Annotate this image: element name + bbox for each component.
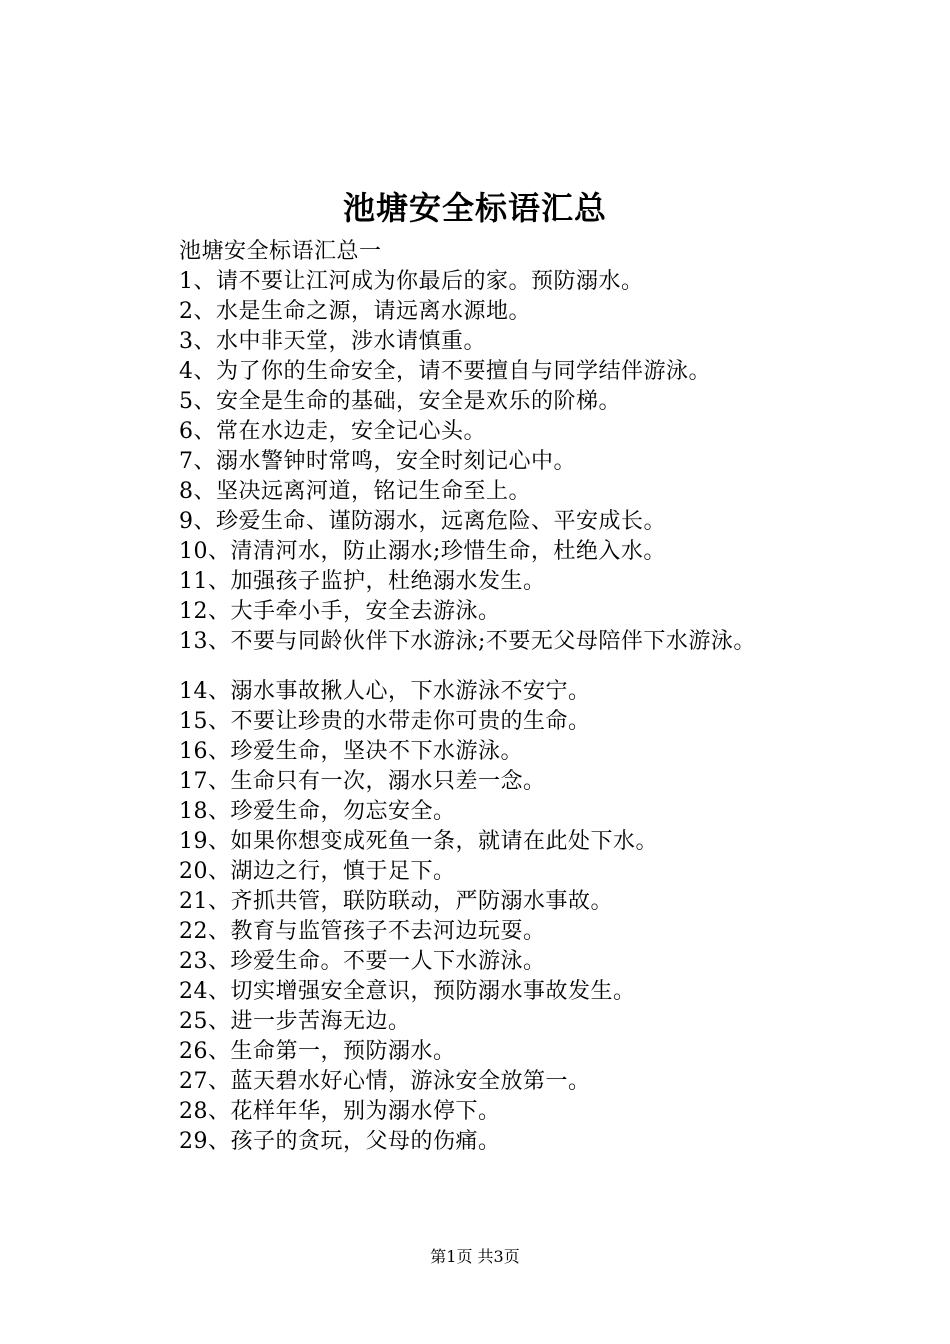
slogan-item: 16、珍爱生命，坚决不下水游泳。 bbox=[179, 739, 523, 764]
slogan-item: 20、湖边之行，慎于足下。 bbox=[179, 859, 456, 884]
slogan-item: 2、水是生命之源，请远离水源地。 bbox=[179, 299, 531, 324]
slogan-item: 6、常在水边走，安全记心头。 bbox=[179, 419, 486, 444]
slogan-item: 12、大手牵小手，安全去游泳。 bbox=[179, 599, 501, 624]
slogan-item: 19、如果你想变成死鱼一条，就请在此处下水。 bbox=[179, 829, 658, 854]
slogan-item: 9、珍爱生命、谨防溺水，远离危险、平安成长。 bbox=[179, 509, 666, 534]
paragraph-gap bbox=[179, 657, 919, 677]
slogan-item: 23、珍爱生命。不要一人下水游泳。 bbox=[179, 949, 546, 974]
slogan-item: 22、教育与监管孩子不去河边玩耍。 bbox=[179, 919, 546, 944]
slogan-item: 28、花样年华，别为溺水停下。 bbox=[179, 1099, 501, 1124]
slogan-item: 17、生命只有一次，溺水只差一念。 bbox=[179, 769, 546, 794]
section-heading: 池塘安全标语汇总一 bbox=[179, 239, 382, 264]
slogan-item: 13、不要与同龄伙伴下水游泳;不要无父母陪伴下水游泳。 bbox=[179, 629, 756, 654]
page-number: 第1页 共3页 bbox=[430, 1247, 520, 1266]
slogan-item: 25、进一步苦海无边。 bbox=[179, 1009, 411, 1034]
document-title: 池塘安全标语汇总 bbox=[342, 189, 607, 227]
slogan-item: 11、加强孩子监护，杜绝溺水发生。 bbox=[179, 569, 546, 594]
slogan-item: 3、水中非天堂，涉水请慎重。 bbox=[179, 329, 486, 354]
slogan-item: 7、溺水警钟时常鸣，安全时刻记心中。 bbox=[179, 449, 576, 474]
slogan-item: 4、为了你的生命安全，请不要擅自与同学结伴游泳。 bbox=[179, 359, 711, 384]
slogan-item: 21、齐抓共管，联防联动，严防溺水事故。 bbox=[179, 889, 613, 914]
slogan-item: 18、珍爱生命，勿忘安全。 bbox=[179, 799, 456, 824]
slogan-item: 15、不要让珍贵的水带走你可贵的生命。 bbox=[179, 709, 591, 734]
document-body bbox=[179, 237, 919, 1157]
slogan-item: 8、坚决远离河道，铭记生命至上。 bbox=[179, 479, 531, 504]
slogan-item: 29、孩子的贪玩，父母的伤痛。 bbox=[179, 1129, 501, 1154]
slogan-item: 10、清清河水，防止溺水;珍惜生命，杜绝入水。 bbox=[179, 539, 666, 564]
slogan-item: 26、生命第一，预防溺水。 bbox=[179, 1039, 456, 1064]
slogan-item: 5、安全是生命的基础，安全是欢乐的阶梯。 bbox=[179, 389, 621, 414]
slogan-item: 27、蓝天碧水好心情，游泳安全放第一。 bbox=[179, 1069, 591, 1094]
slogan-item: 14、溺水事故揪人心，下水游泳不安宁。 bbox=[179, 679, 591, 704]
slogan-item: 1、请不要让江河成为你最后的家。预防溺水。 bbox=[179, 269, 644, 294]
slogan-item: 24、切实增强安全意识，预防溺水事故发生。 bbox=[179, 979, 636, 1004]
